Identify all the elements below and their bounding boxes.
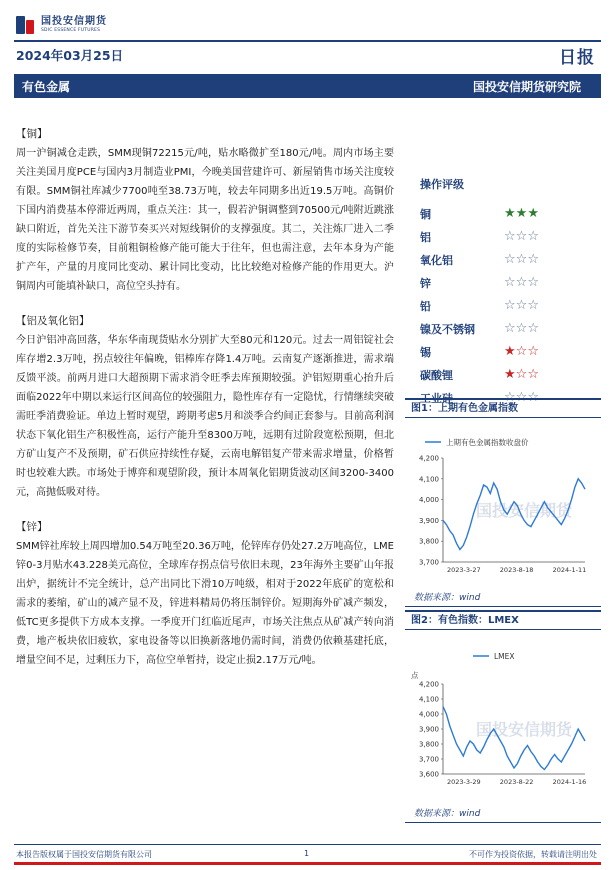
star-outline-icon: ☆ <box>504 275 516 290</box>
x-tick-label: 2024-1-11 <box>552 566 587 574</box>
star-outline-icon: ☆ <box>515 321 528 336</box>
star-outline-icon: ☆ <box>527 298 539 313</box>
figure-1-chart <box>405 420 601 580</box>
y-tick-label: 3,700 <box>418 755 439 764</box>
rating-metal-name: 碳酸锂 <box>420 368 453 382</box>
header-band <box>14 74 601 98</box>
report-date: 2024年03月25日 <box>16 48 124 63</box>
star-outline-icon: ☆ <box>515 298 528 313</box>
legend-label: 上期有色金属指数收盘价 <box>446 438 529 447</box>
rating-metal-name: 锌 <box>420 276 431 290</box>
x-tick-label: 2023-8-22 <box>499 778 534 786</box>
rating-metal-name: 铝 <box>420 230 431 244</box>
figure-1-title: 图1：上期有色金属指数 <box>405 398 601 418</box>
star-outline-icon: ☆ <box>515 229 528 244</box>
x-tick-label: 2023-3-27 <box>447 566 481 574</box>
x-tick-label: 2024-1-16 <box>552 778 587 786</box>
figure-1-source: 数据来源：wind <box>414 593 481 603</box>
watermark: 国投安信期货 <box>475 720 573 739</box>
rating-stars <box>504 298 539 313</box>
header-divider <box>14 40 601 42</box>
star-filled-icon: ★ <box>527 206 539 221</box>
star-outline-icon: ☆ <box>527 390 539 405</box>
y-tick-label: 4,000 <box>418 710 439 719</box>
section-body: 今日沪铝冲高回落，华东华南现货贴水分别扩大至80元和120元。过去一周铝锭社会库存增2.3万吨，拐点较往年偏晚，铝棒库存降1.4万吨。云南复产逐渐推进，需求端反馈平淡。前两月进口大超预期下需求消令旺季去库预期较强。沪铝短期重心抬升后面临2022年中期以来运行区间高位的较强阻力，隐性库存有一定隐忧，行情继续突破需旺季消费验证。单边上暂时观望，跨期考虑5月和淡季合约间正套参与。目前高利润状态下氧化铝生产积极性高，运行产能升至8300万吨，远期有过阶段宽松预期，但北方矿山复产不及预期，矿石供应持续性存疑，云南电解铝复产带来需求增量，价格暂时也较难大跌。市场处于博弈和观望阶段，预计本周氧化铝期货波动区间3200-3400元，高抛低吸对待。 <box>16 335 394 498</box>
watermark: 国投安信期货 <box>475 501 573 520</box>
y-tick-label: 3,700 <box>418 558 439 567</box>
rating-row <box>405 340 601 363</box>
rating-metal-name: 铜 <box>420 207 431 221</box>
rating-row <box>405 248 601 271</box>
section-copper <box>16 126 394 296</box>
footer-copyright: 本报告版权属于国投安信期货有限公司 <box>16 850 152 859</box>
rating-row <box>405 271 601 294</box>
rating-list <box>405 202 601 409</box>
star-outline-icon: ☆ <box>527 229 539 244</box>
star-outline-icon: ☆ <box>527 275 539 290</box>
rating-metal-name: 铅 <box>420 299 431 313</box>
logo-icon <box>14 14 36 36</box>
rating-panel <box>405 176 601 409</box>
rating-metal-name: 氧化铝 <box>420 253 453 267</box>
section-title: 【铝及氧化铝】 <box>16 315 90 327</box>
y-tick-label: 3,900 <box>418 725 439 734</box>
star-filled-icon: ★ <box>504 367 516 382</box>
star-filled-icon: ★ <box>515 206 528 221</box>
rating-metal-name: 工业硅 <box>420 391 453 405</box>
star-outline-icon: ☆ <box>527 321 539 336</box>
rating-row <box>405 202 601 225</box>
figure-2-title: 图2：有色指数：LMEX <box>405 610 601 630</box>
y-tick-label: 4,000 <box>418 496 439 505</box>
section-title: 【铜】 <box>16 128 48 140</box>
rating-stars <box>504 275 539 290</box>
figure-2-divider <box>405 822 601 823</box>
y-axis-label: 点 <box>411 671 419 680</box>
commentary-column <box>16 126 394 687</box>
section-zinc <box>16 519 394 670</box>
rating-stars <box>504 367 539 382</box>
company-logo <box>14 12 107 38</box>
star-outline-icon: ☆ <box>515 367 528 382</box>
rating-stars <box>504 321 539 336</box>
star-outline-icon: ☆ <box>527 252 539 267</box>
rating-row <box>405 225 601 248</box>
star-outline-icon: ☆ <box>527 344 539 359</box>
institute-name: 国投安信期货研究院 <box>472 80 581 94</box>
legend-label: LMEX <box>494 652 515 661</box>
section-aluminum <box>16 313 394 502</box>
y-tick-label: 4,200 <box>418 454 439 463</box>
rating-row <box>405 363 601 386</box>
figure-2-source: 数据来源：wind <box>414 809 481 819</box>
y-tick-label: 4,100 <box>418 695 439 704</box>
star-outline-icon: ☆ <box>504 321 516 336</box>
footer-disclaimer: 不可作为投资依据，转载请注明出处 <box>469 850 597 859</box>
section-title: 【锌】 <box>16 521 48 533</box>
page-number: 1 <box>304 849 310 858</box>
star-outline-icon: ☆ <box>504 252 516 267</box>
rating-stars <box>504 344 539 359</box>
star-filled-icon: ★ <box>504 206 516 221</box>
y-tick-label: 4,100 <box>418 475 439 484</box>
y-tick-label: 4,200 <box>418 680 439 689</box>
y-tick-label: 3,800 <box>418 537 439 546</box>
footer-accent-bar <box>14 862 601 865</box>
rating-stars <box>504 252 539 267</box>
rating-row <box>405 294 601 317</box>
star-outline-icon: ☆ <box>515 252 528 267</box>
star-outline-icon: ☆ <box>515 275 528 290</box>
figure-2-chart <box>405 632 601 792</box>
y-tick-label: 3,800 <box>418 740 439 749</box>
rating-title: 操作评级 <box>420 178 464 191</box>
footer-divider <box>14 844 601 845</box>
star-outline-icon: ☆ <box>504 390 516 405</box>
rating-row <box>405 317 601 340</box>
report-type: 日报 <box>559 48 595 68</box>
report-category: 有色金属 <box>22 80 71 94</box>
logo-name-cn: 国投安信期货 <box>41 16 107 27</box>
section-body: SMM锌社库较上周四增加0.54万吨至20.36万吨，伦锌库存仍处27.2万吨高位，LME锌0-3月贴水43.228美元高位，全球库存拐点信号依旧未现，23年海外主要矿山年报出炉，据统计不完全统计，总产出同比下滑10万吨级，相对于2022年底矿的宽松和需求的萎缩，矿山的减产显不及，锌进料精局仍将压制锌价。短期海外矿减产频发，低TC更多提供下方成本支撑。一季度开门红临近尾声，市场关注焦点从矿减产转向消费，地产板块依旧疲软，家电设备等以旧换新落地仍需时间，消费仍依赖基建托底，增量空间不足，过剩压力下，高位空单暂持，设定止损2.17万元/吨。 <box>16 541 394 666</box>
star-outline-icon: ☆ <box>515 390 528 405</box>
y-tick-label: 3,900 <box>418 516 439 525</box>
star-outline-icon: ☆ <box>527 367 539 382</box>
star-outline-icon: ☆ <box>504 298 516 313</box>
rating-metal-name: 镍及不锈钢 <box>420 322 475 336</box>
x-tick-label: 2023-3-29 <box>447 778 481 786</box>
y-tick-label: 3,600 <box>418 770 439 779</box>
rating-stars <box>504 206 539 221</box>
star-outline-icon: ☆ <box>515 344 528 359</box>
logo-name-en: SDIC ESSENCE FUTURES <box>41 28 101 33</box>
star-outline-icon: ☆ <box>504 229 516 244</box>
star-filled-icon: ★ <box>504 344 516 359</box>
section-body: 周一沪铜减仓走跌，SMM现铜72215元/吨，贴水略微扩至180元/吨。周内市场主要关注美国月度PCE与国内3月制造业PMI，今晚美国营建许可、新屋销售市场关注度较有限。SMM铜社库减少7700吨至38.73万吨，较去年同期多出近19.5万吨。高铜价下国内消费基本停滞近两周，重点关注：其一，假若沪铜调整到70500元/吨附近跳涨缺口附近，首先关注下游节奏买兴对短线铜价的支撑强度。其二，关注炼厂进入二季度的实际检修节奏，目前粗铜检修产能可能大于往年，但也需注意，去年本身为产能扩产年，产量的月度同比变动、累计同比变动，比比较绝对检修产能的作用更大。沪铜周内可能填补缺口，高位空头持有。 <box>16 148 394 292</box>
figure-1-divider <box>405 606 601 607</box>
x-tick-label: 2023-8-18 <box>499 566 534 574</box>
rating-stars <box>504 229 539 244</box>
rating-metal-name: 锡 <box>420 345 431 359</box>
